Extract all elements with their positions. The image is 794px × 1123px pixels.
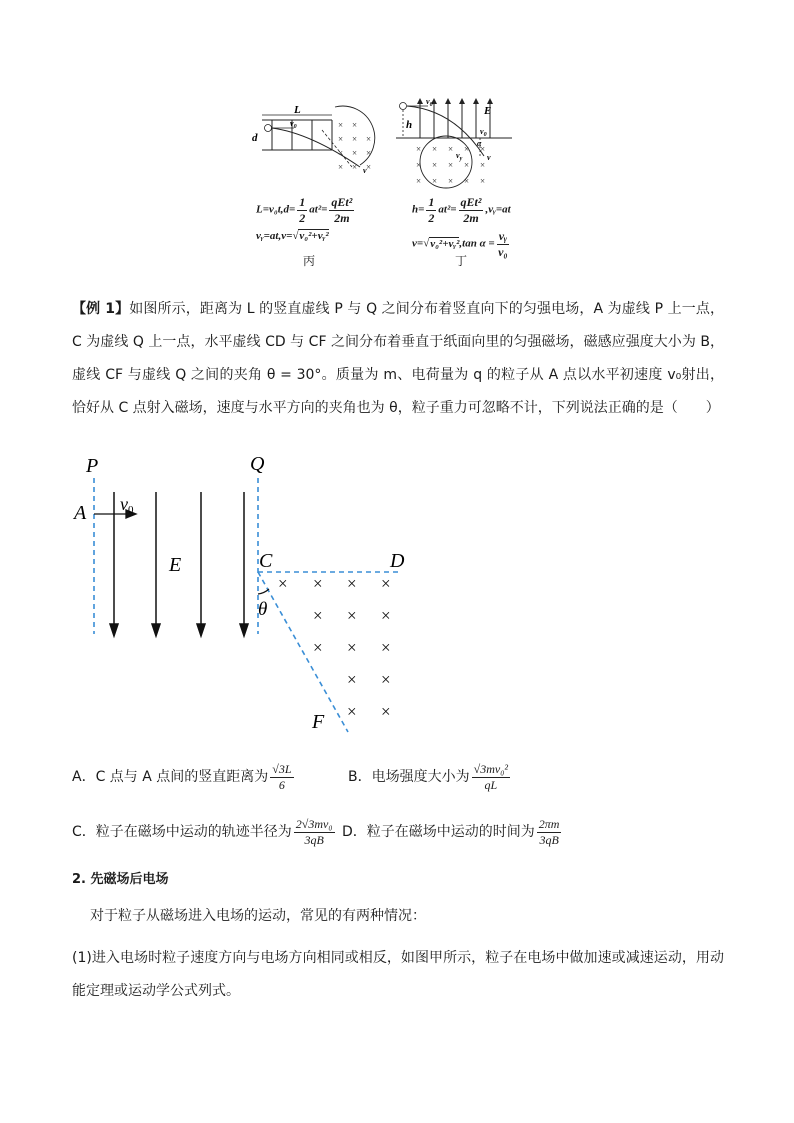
fraction: $\frac{1}{2}$ — [428, 195, 435, 225]
svg-text:×: × — [352, 162, 358, 172]
figure-ding-formula-1 — [412, 196, 511, 224]
label-v: v — [363, 166, 367, 175]
label-P: P — [86, 455, 99, 477]
label-C: C — [259, 550, 273, 572]
label-v0: $v_0$ — [290, 119, 297, 130]
svg-text:×: × — [448, 144, 454, 154]
dashed-line-CF — [258, 572, 348, 732]
figure-bing — [250, 95, 400, 190]
figure-bing-caption: 丙 — [303, 254, 316, 268]
label-E: E — [484, 105, 492, 117]
label-v: v — [487, 153, 491, 162]
label-theta: θ — [258, 599, 268, 620]
label-v0-right: $v_0$ — [480, 127, 487, 138]
svg-text:×: × — [448, 176, 454, 186]
svg-text:×: × — [347, 702, 357, 721]
svg-text:×: × — [366, 148, 372, 158]
svg-text:×: × — [464, 144, 470, 154]
fraction: $\frac{\text{qEt²}}{2m}$ — [331, 195, 353, 225]
magnetic-field-crosses — [278, 574, 391, 721]
svg-text:×: × — [313, 574, 323, 593]
option-B: B．电场强度大小为 $\frac{\text{√3mv₀²}}{qL}$ — [348, 762, 508, 792]
figure-ding-formula-2: v=√v₀²+vᵧ²,tan α = $\frac{\text{vᵧ}}{\text{v₀}}$ — [412, 229, 508, 259]
fraction: $\frac{\text{vᵧ}}{\text{v₀}}$ — [498, 229, 508, 259]
label-A: A — [74, 502, 87, 524]
label-v0: $v_0$ — [426, 97, 433, 108]
svg-text:×: × — [381, 702, 391, 721]
svg-text:×: × — [464, 176, 470, 186]
label-vy: $v_y$ — [456, 151, 463, 162]
svg-text:×: × — [347, 638, 357, 657]
label-alpha: α — [477, 139, 482, 148]
svg-text:×: × — [432, 176, 438, 186]
theta-arc — [258, 589, 269, 594]
svg-text:×: × — [416, 144, 422, 154]
svg-text:×: × — [366, 134, 372, 144]
svg-text:×: × — [416, 160, 422, 170]
svg-text:×: × — [448, 160, 454, 170]
example-paragraph — [72, 293, 724, 425]
label-E: E — [169, 554, 182, 576]
svg-text:×: × — [338, 120, 344, 130]
main-diagram — [68, 448, 418, 738]
figure-bing-formula-2: vᵧ=at,v=√v₀²+vᵧ² — [256, 230, 329, 242]
svg-text:×: × — [480, 144, 486, 154]
option-D: D．粒子在磁场中运动的时间为 $\frac{2\pi m}{3qB}$ — [342, 817, 560, 847]
svg-text:×: × — [347, 606, 357, 625]
formula-text: at²= — [438, 203, 457, 216]
fraction: $\frac{1}{2}$ — [299, 195, 306, 225]
formula-text: ,vᵧ=at — [485, 203, 511, 216]
formula-text: vᵧ=at,v= — [256, 230, 293, 242]
formula-text: v= — [412, 237, 424, 250]
svg-text:×: × — [313, 638, 323, 657]
example-text: 如图所示，距离为 L 的竖直虚线 P 与 Q 之间分布着竖直向下的匀强电场，A 为虚线 P 上一点，C 为虚线 Q 上一点，水平虚线 CD 与 CF 之间分布着垂直于纸面向里的匀强磁场，磁感应强度大小为 B，虚线 CF 与虚线 Q 之间的夹角 θ = 30°。质量为 m、电荷量为 q 的粒子从 A 点以水平初速度 v₀射出，恰好从 C 点射入磁场，速度与水平方向的夹角也为 θ，粒子重力可忽略不计，下列说法正确的是（ ） — [72, 301, 724, 416]
svg-text:×: × — [381, 670, 391, 689]
label-L: L — [294, 104, 301, 116]
sqrt-content: v₀²+vᵧ² — [430, 237, 460, 250]
formula-text: h= — [412, 203, 425, 216]
svg-text:×: × — [352, 120, 358, 130]
section-heading: 2. 先磁场后电场 — [72, 872, 169, 887]
svg-text:×: × — [432, 160, 438, 170]
label-d: d — [252, 132, 258, 144]
fraction: $\frac{2\pi m}{3qB}$ — [538, 817, 560, 847]
sqrt-content: v₀²+vᵧ² — [299, 230, 329, 242]
svg-text:×: × — [480, 176, 486, 186]
svg-text:×: × — [480, 160, 486, 170]
fraction: $\frac{√3L}{6}$ — [272, 762, 292, 792]
option-A: A．C 点与 A 点间的竖直距离为 $\frac{√3L}{6}$ — [72, 762, 292, 792]
figure-ding-caption: 丁 — [455, 254, 468, 268]
option-C: C．粒子在磁场中运动的轨迹半径为 $\frac{\text{2√3mv₀}}{3qB}$ — [72, 817, 333, 847]
formula-text: at²= — [309, 203, 328, 216]
section-item-1: (1)进入电场时粒子速度方向与电场方向相同或相反，如图甲所示，粒子在电场中做加速或减速运动，用动能定理或运动学公式列式。 — [72, 950, 724, 999]
svg-text:×: × — [338, 134, 344, 144]
svg-text:×: × — [347, 670, 357, 689]
fraction: $\frac{\text{√3mv₀²}}{qL}$ — [473, 762, 508, 792]
svg-text:×: × — [347, 574, 357, 593]
formula-text: L=v₀t,d= — [256, 203, 296, 216]
example-label: 【例 1】 — [72, 301, 130, 317]
figure-bing-crosses — [338, 120, 371, 172]
svg-text:×: × — [352, 148, 358, 158]
svg-text:×: × — [381, 606, 391, 625]
svg-text:×: × — [278, 574, 288, 593]
fraction: $\frac{\text{2√3mv₀}}{3qB}$ — [295, 817, 333, 847]
label-Q: Q — [250, 453, 265, 475]
label-F: F — [312, 711, 325, 733]
svg-text:×: × — [416, 176, 422, 186]
figure-ding — [394, 92, 544, 197]
figure-bing-formula-1 — [256, 196, 356, 224]
svg-text:×: × — [338, 162, 344, 172]
label-D: D — [390, 550, 405, 572]
svg-text:×: × — [366, 162, 372, 172]
svg-text:×: × — [464, 160, 470, 170]
svg-text:×: × — [352, 134, 358, 144]
section-intro: 对于粒子从磁场进入电场的运动，常见的有两种情况： — [90, 908, 426, 924]
label-h: h — [406, 119, 413, 131]
svg-text:×: × — [432, 144, 438, 154]
svg-text:×: × — [381, 638, 391, 657]
svg-text:×: × — [338, 148, 344, 158]
fraction: $\frac{\text{qEt²}}{2m}$ — [460, 195, 482, 225]
svg-text:×: × — [381, 574, 391, 593]
formula-text: ,tan α = — [459, 237, 495, 250]
svg-text:×: × — [313, 606, 323, 625]
label-v0: v0 — [120, 494, 134, 516]
